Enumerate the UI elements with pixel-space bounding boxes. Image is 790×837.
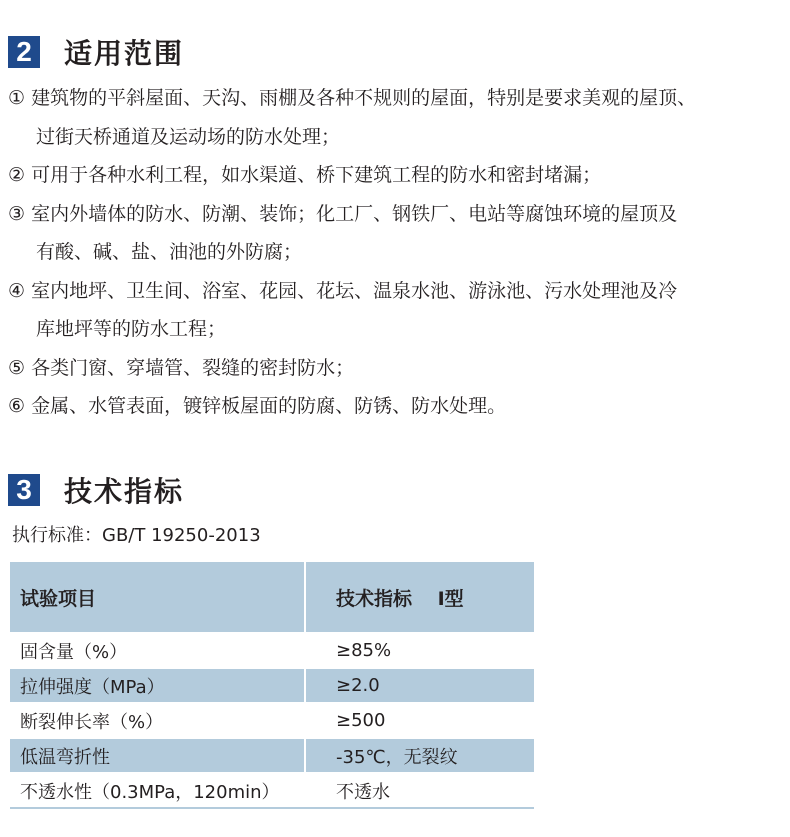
table-row: [10, 668, 534, 703]
table-cell-value: 不透水: [305, 773, 534, 808]
usage-line: ④ 室内地坪、卫生间、浴室、花园、花坛、温泉水池、游泳池、污水处理池及冷: [8, 279, 678, 302]
usage-line: 库地坪等的防水工程；: [36, 318, 227, 340]
section-title: 适用范围: [64, 37, 185, 70]
table-cell-value: ≥500: [305, 703, 534, 738]
usage-line: ⑤ 各类门窗、穿墙管、裂缝的密封防水；: [8, 356, 355, 379]
usage-line: 过街天桥通道及运动场的防水处理；: [36, 125, 341, 148]
spec-table: [10, 562, 534, 809]
standard-text: 执行标准：GB/T 19250-2013: [12, 525, 261, 546]
table-row: [10, 738, 534, 773]
usage-line: ② 可用于各种水利工程，如水渠道、桥下建筑工程的防水和密封堵漏；: [8, 164, 602, 186]
table-cell-value: -35℃，无裂纹: [305, 738, 534, 773]
table-row: [10, 703, 534, 738]
usage-line: ① 建筑物的平斜屋面、天沟、雨棚及各种不规则的屋面，特别是要求美观的屋顶、: [8, 87, 697, 109]
table-cell-item: 拉伸强度（MPa）: [10, 668, 305, 703]
table-cell-value: ≥85%: [305, 633, 534, 668]
table-cell-value: ≥2.0: [305, 668, 534, 703]
section-title: 技术指标: [64, 475, 185, 508]
section-number-badge: 2: [8, 36, 40, 68]
table-header-row: [10, 562, 534, 633]
usage-list: [8, 79, 788, 426]
section-3-header: [8, 470, 184, 510]
column-header-spec: 技术指标 I型: [305, 562, 534, 633]
usage-line: ⑥ 金属、水管表面，镀锌板屋面的防腐、防锈、防水处理。: [8, 395, 507, 417]
table-cell-item: 不透水性（0.3MPa，120min）: [10, 773, 305, 808]
table-cell-item: 断裂伸长率（%）: [10, 703, 305, 738]
column-header-item: 试验项目: [10, 562, 305, 633]
usage-line: ③ 室内外墙体的防水、防潮、装饰；化工厂、钢铁厂、电站等腐蚀环境的屋顶及: [8, 202, 678, 225]
table-row: [10, 633, 534, 668]
table-cell-item: 低温弯折性: [10, 738, 305, 773]
table-row: [10, 773, 534, 808]
section-2-header: [8, 32, 184, 72]
section-number-badge: 3: [8, 474, 40, 506]
usage-line: 有酸、碱、盐、油池的外防腐；: [36, 241, 303, 263]
table-cell-item: 固含量（%）: [10, 633, 305, 668]
